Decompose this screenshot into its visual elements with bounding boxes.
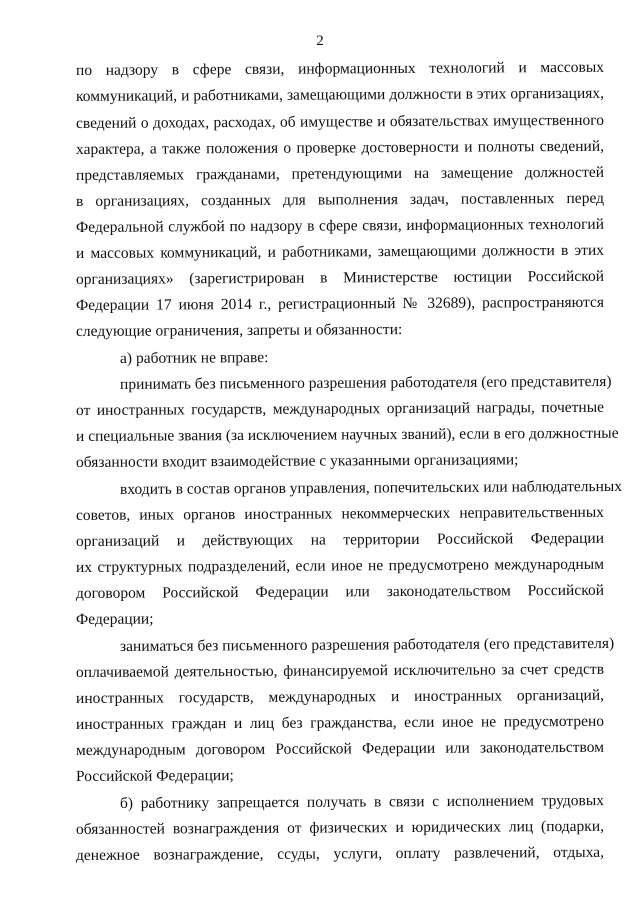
text-line: от иностранных государств, международных организаций награды, почетные — [75, 398, 605, 419]
text-line: представляемых гражданами, претендующими на замещение должностей — [75, 163, 605, 184]
text-line: коммуникаций, и работниками, замещающими должности в этих организациях, — [75, 84, 605, 105]
text-line: оплачиваемой деятельностью, финансируемой исключительно за счет средств — [75, 660, 605, 681]
text-line: обязанностей вознаграждения от физических и юридических лиц (подарки, — [75, 817, 605, 838]
text-line: заниматься без письменного разрешения работодателя (его представителя) — [119, 634, 615, 655]
text-line: организаций и действующих на территории Российской Федерации — [75, 529, 605, 550]
text-line: и специальные звания (за исключением научных званий), если в его должностные — [75, 424, 619, 445]
text-line: и массовых коммуникаций, и работниками, замещающими должности в этих — [75, 241, 605, 262]
text-line: входить в состав органов управления, попечительских или наблюдательных — [119, 477, 623, 498]
text-line: международным договором Российской Федерации или законодательством — [75, 738, 605, 759]
clause-heading: а) работник не вправе: — [119, 349, 269, 367]
text-line: иностранных граждан и лиц без гражданства, если иное не предусмотрено — [75, 712, 605, 733]
page-number: 2 — [316, 33, 324, 49]
text-line: Российской Федерации; — [75, 767, 234, 785]
text-line: их структурных подразделений, если иное не предусмотрено международным — [75, 555, 605, 576]
clause-heading: б) работнику запрещается получать в связи с исполнением трудовых — [119, 792, 605, 812]
text-line: сведений о доходах, расходах, об имуществе и обязательствах имущественного — [75, 111, 605, 132]
text-line: Федеральной службой по надзору в сфере связи, информационных технологий — [75, 215, 605, 236]
text-line: иностранных государств, международных и иностранных организаций, — [75, 686, 605, 707]
text-line: денежное вознаграждение, ссуды, услуги, оплату развлечений, отдыха, — [75, 843, 605, 864]
text-line: следующие ограничения, запреты и обязанности: — [75, 321, 403, 340]
text-line: по надзору в сфере связи, информационных технологий и массовых — [75, 58, 605, 79]
text-line: Федерации; — [75, 610, 154, 628]
text-line: обязанности входит взаимодействие с указанными организациями; — [75, 451, 519, 471]
text-line: советов, иных органов иностранных некоммерческих неправительственных — [75, 503, 605, 524]
text-line: принимать без письменного разрешения работодателя (его представителя) — [119, 372, 612, 393]
text-line: Федерации 17 июня 2014 г., регистрационный № 32689), распространяются — [75, 293, 605, 314]
text-line: в организациях, созданных для выполнения задач, поставленных перед — [75, 189, 605, 210]
text-line: характера, а также положения о проверке достоверности и полноты сведений, — [75, 137, 605, 158]
text-line: договором Российской Федерации или законодательством Российской — [75, 581, 605, 602]
text-line: организациях» (зарегистрирован в Министерстве юстиции Российской — [75, 267, 605, 288]
